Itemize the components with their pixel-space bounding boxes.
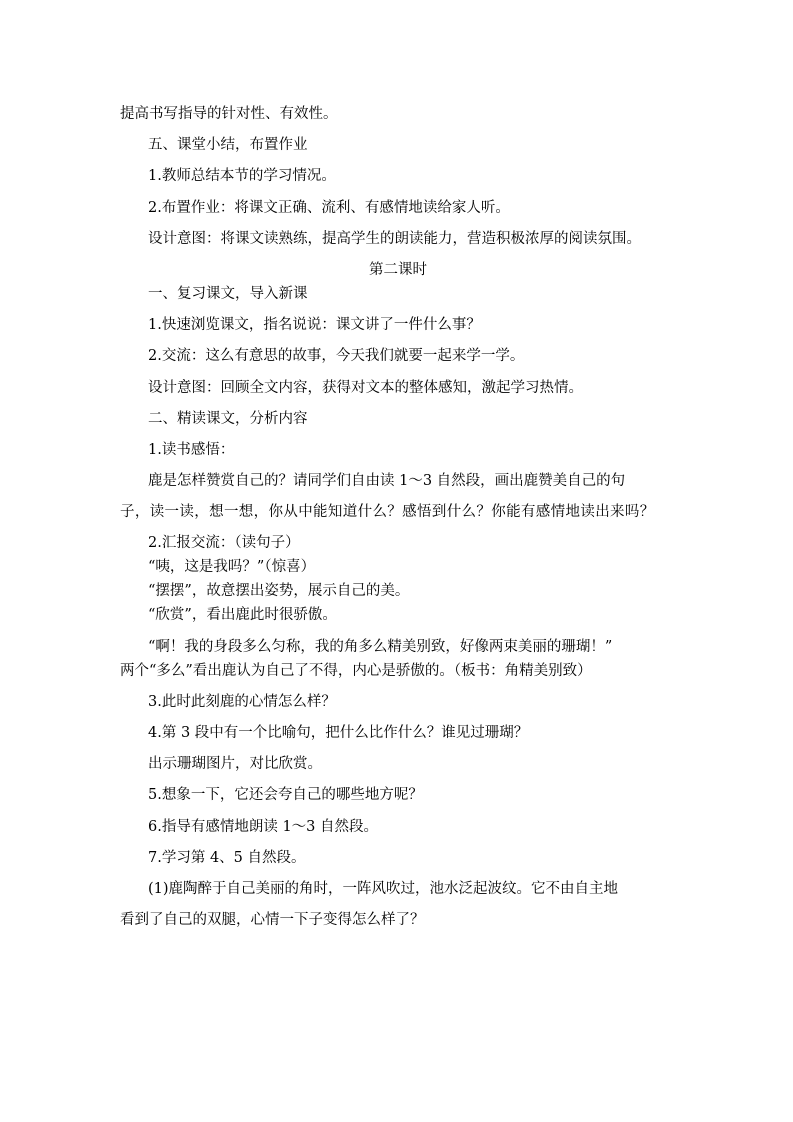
quote-line: “摆摆”，故意摆出姿势，展示自己的美。: [148, 583, 410, 600]
paragraph-line: 子，读一读，想一想，你从中能知道什么？感悟到什么？你能有感情地读出来吗？: [120, 504, 655, 521]
quote-line: “欣赏”，看出鹿此时很骄傲。: [148, 607, 337, 624]
paragraph-line: 1.教师总结本节的学习情况。: [148, 168, 336, 185]
paragraph-line: 6.指导有感情地朗读 1～3 自然段。: [148, 818, 379, 835]
lesson-title: 第二课时: [369, 261, 427, 278]
section-heading: 一、复习课文，导入新课: [148, 285, 308, 302]
paragraph-line: 看到了自己的双腿，心情一下子变得怎么样了？: [120, 912, 425, 929]
paragraph-line: 鹿是怎样赞赏自己的？请同学们自由读 1～3 自然段，画出鹿赞美自己的句: [148, 473, 626, 490]
paragraph-line: 5.想象一下，它还会夸自己的哪些地方呢？: [148, 787, 423, 804]
quote-line: “咦，这是我吗？”（惊喜）: [148, 559, 316, 576]
paragraph-line: 3.此时此刻鹿的心情怎么样？: [148, 693, 336, 710]
design-intent-line: 设计意图：回顾全文内容，获得对文本的整体感知，激起学习热情。: [148, 379, 583, 396]
paragraph-line: 提高书写指导的针对性、有效性。: [120, 106, 338, 122]
paragraph-line: 7.学习第 4、5 自然段。: [148, 849, 306, 866]
paragraph-line: (1)鹿陶醉于自己美丽的角时，一阵风吹过，池水泛起波纹。它不由自主地: [148, 880, 619, 897]
document-body: [120, 104, 676, 941]
paragraph-line: 1.读书感悟：: [148, 441, 235, 458]
quote-line: “啊！我的身段多么匀称，我的角多么精美别致，好像两束美丽的珊瑚！”: [148, 638, 613, 655]
section-heading: 五、课堂小结，布置作业: [148, 137, 308, 154]
paragraph-line: 两个“多么”看出鹿认为自己了不得，内心是骄傲的。（板书：角精美别致）: [120, 662, 592, 679]
section-heading: 二、精读课文，分析内容: [148, 410, 308, 427]
paragraph-line: 2.汇报交流：（读句子）: [148, 535, 300, 552]
paragraph-line: 2.布置作业：将课文正确、流利、有感情地读给家人听。: [148, 199, 510, 216]
paragraph-line: 1.快速浏览课文，指名说说：课文讲了一件什么事？: [148, 317, 481, 334]
design-intent-line: 设计意图：将课文读熟练，提高学生的朗读能力，营造积极浓厚的阅读氛围。: [148, 230, 641, 247]
paragraph-line: 出示珊瑚图片，对比欣赏。: [148, 756, 322, 773]
paragraph-line: 4.第 3 段中有一个比喻句，把什么比作什么？谁见过珊瑚？: [148, 725, 529, 741]
paragraph-line: 2.交流：这么有意思的故事，今天我们就要一起来学一学。: [148, 348, 525, 365]
